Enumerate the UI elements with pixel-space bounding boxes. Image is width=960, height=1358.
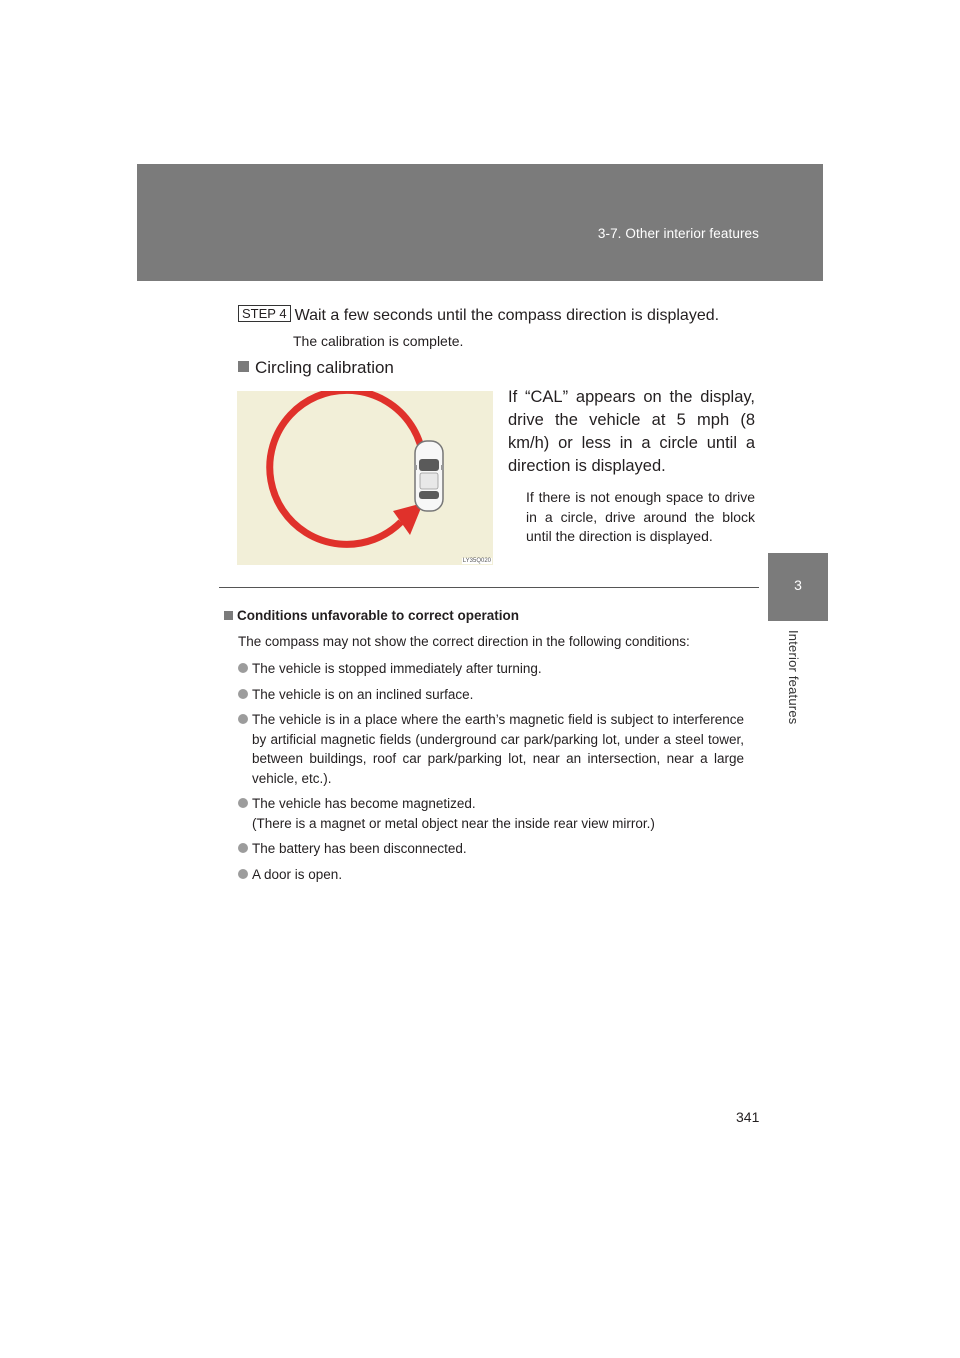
circling-heading-text: Circling calibration <box>255 358 394 377</box>
bullet-dot-icon <box>238 843 248 853</box>
bullet-dot-icon <box>238 663 248 673</box>
list-item: The vehicle is stopped immediately after turning. <box>238 659 744 679</box>
list-item: The vehicle is on an inclined surface. <box>238 685 744 705</box>
step-line <box>238 305 719 325</box>
square-bullet-icon <box>238 361 249 372</box>
conditions-title-text: Conditions unfavorable to correct operation <box>237 608 520 623</box>
bullet-dot-icon <box>238 689 248 699</box>
circling-note: If there is not enough space to drive in a circle, drive around the block until the direction is displayed. <box>526 489 755 544</box>
chapter-number: 3 <box>794 577 802 593</box>
car-icon <box>414 441 444 511</box>
circling-illustration <box>237 391 493 565</box>
list-item-extra: (There is a magnet or metal object near the inside rear view mirror.) <box>252 815 655 831</box>
list-item: The vehicle is in a place where the earth’s magnetic field is subject to interference by artificial magnetic fields (underground car park/parking lot, under a steel tower, between buildings, roof car park/parking lot, near an intersection, near a large vehicle, etc.). <box>238 710 744 788</box>
list-item: The vehicle has become magnetized. (There is a magnet or metal object near the inside rear view mirror.) <box>238 794 744 833</box>
bullet-dot-icon <box>238 798 248 808</box>
step-badge: STEP 4 <box>238 305 291 322</box>
bullet-dot-icon <box>238 714 248 724</box>
list-item: The battery has been disconnected. <box>238 839 744 859</box>
divider <box>219 587 759 588</box>
bullet-dot-icon <box>238 869 248 879</box>
circling-instruction: If “CAL” appears on the display, drive the vehicle at 5 mph (8 km/h) or less in a circle until a direction is displayed. <box>508 388 755 475</box>
header-band <box>137 164 823 281</box>
list-item: A door is open. <box>238 865 744 885</box>
step-text: Wait a few seconds until the compass direction is displayed. <box>294 307 720 324</box>
square-bullet-icon <box>224 611 233 620</box>
chapter-title: Interior features <box>786 630 801 725</box>
conditions-list <box>238 659 744 890</box>
illustration-code: LY35Q020 <box>462 558 491 564</box>
chapter-tab <box>768 553 828 621</box>
conditions-title <box>224 608 519 623</box>
circle-arrow-car-icon <box>237 391 493 565</box>
conditions-intro: The compass may not show the correct direction in the following conditions: <box>238 634 690 649</box>
page-number: 341 <box>736 1109 760 1125</box>
circling-heading <box>238 358 394 378</box>
step-note: The calibration is complete. <box>293 333 464 349</box>
section-title: 3-7. Other interior features <box>597 226 759 241</box>
